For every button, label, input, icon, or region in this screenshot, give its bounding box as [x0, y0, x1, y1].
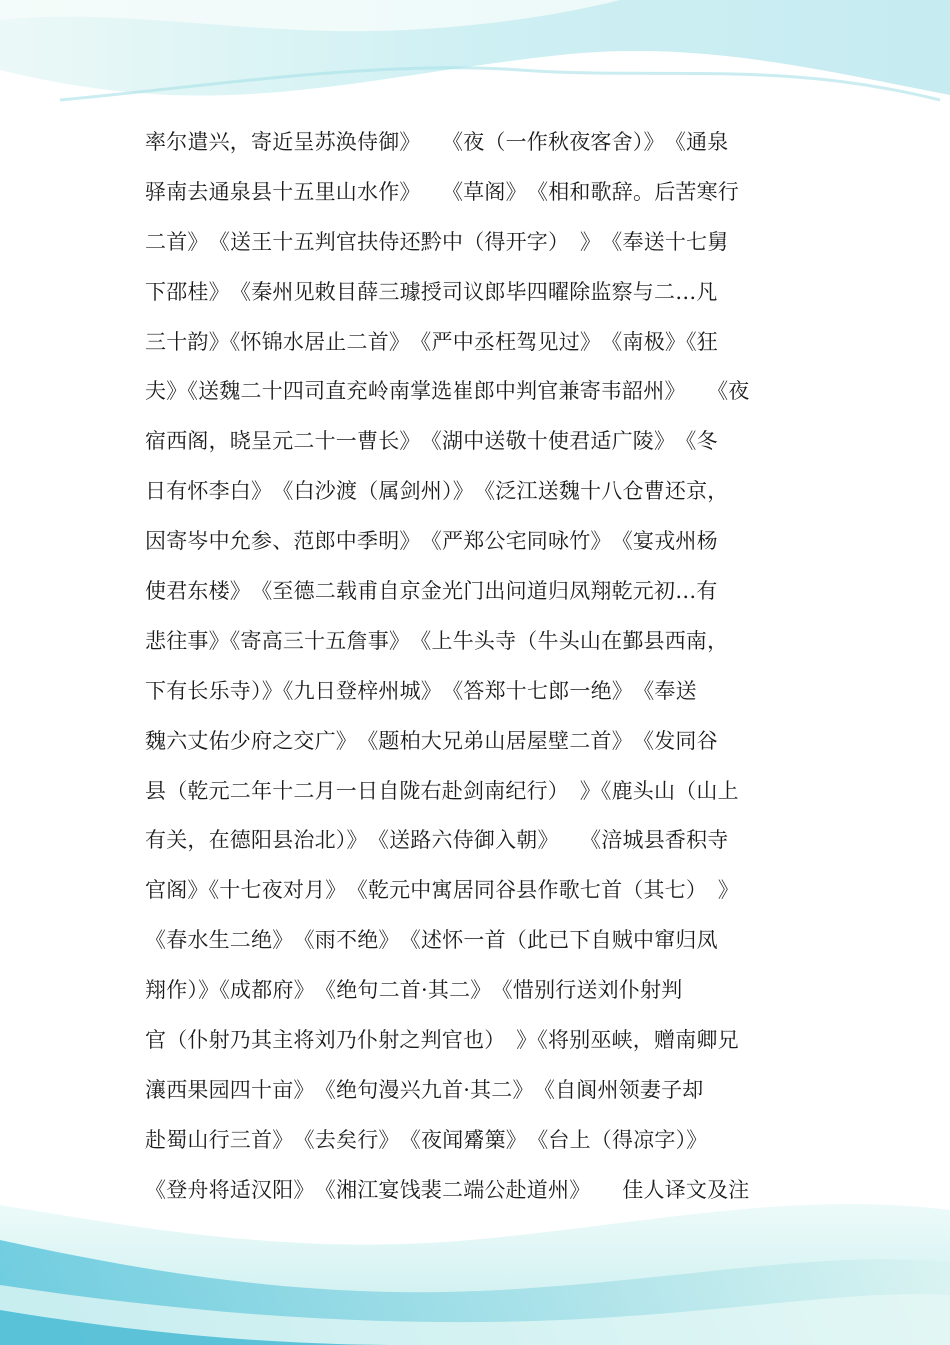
text-line: 三十韵》《怀锦水居止二首》 《严中丞枉驾见过》 《南极》《狂	[145, 329, 718, 354]
text-line: 《登舟将适汉阳》 《湘江宴饯裴二端公赴道州》 佳人译文及注	[145, 1177, 750, 1202]
text-line: 瀼西果园四十亩》 《绝句漫兴九首·其二》 《自阆州领妻子却	[145, 1077, 704, 1102]
text-line: 翔作）》《成都府》 《绝句二首·其二》 《惜别行送刘仆射判	[145, 978, 683, 1003]
text-line: 县（乾元二年十二月一日自陇右赴剑南纪行） 》《鹿头山（山上	[145, 778, 739, 803]
text-line: 因寄岑中允参、范郎中季明》 《严郑公宅同咏竹》 《宴戎州杨	[145, 529, 718, 554]
text-line: 《春水生二绝》 《雨不绝》 《述怀一首（此已下自贼中窜归凤	[145, 928, 718, 953]
text-line: 官阁》《十七夜对月》 《乾元中寓居同谷县作歌七首（其七） 》	[145, 878, 739, 903]
text-line: 日有怀李白》 《白沙渡（属剑州）》 《泛江送魏十八仓曹还京，	[145, 479, 729, 504]
text-line: 率尔遣兴，寄近呈苏涣侍御》 《夜（一作秋夜客舍）》 《通泉	[145, 130, 729, 154]
text-line: 二首》 《送王十五判官扶侍还黔中（得开字） 》 《奉送十七舅	[145, 229, 729, 254]
text-line: 使君东楼》 《至德二载甫自京金光门出问道归凤翔乾元初…有	[145, 579, 718, 604]
text-line: 夫》《送魏二十四司直充岭南掌选崔郎中判官兼寄韦韶州》 《夜	[145, 379, 750, 404]
text-line: 官（仆射乃其主将刘乃仆射之判官也） 》《将别巫峡，赠南卿兄	[145, 1028, 739, 1053]
text-line: 魏六丈佑少府之交广》 《题柏大兄弟山居屋壁二首》 《发同谷	[145, 728, 718, 753]
text-line: 赴蜀山行三首》 《去矣行》 《夜闻觱篥》 《台上（得凉字）》	[145, 1127, 708, 1152]
document-body	[145, 118, 820, 1216]
text-line: 宿西阁，晓呈元二十一曹长》 《湖中送敬十使君适广陵》 《冬	[145, 429, 718, 454]
text-line: 悲往事》《寄高三十五詹事》 《上牛头寺（牛头山在鄞县西南，	[145, 628, 729, 653]
text-line: 下有长乐寺）》《九日登梓州城》 《答郑十七郎一绝》 《奉送	[145, 678, 697, 703]
text-line: 有关，在德阳县治北）》 《送路六侍御入朝》 《涪城县香积寺	[145, 828, 729, 853]
text-line: 下邵桂》 《秦州见敕目薛三璩授司议郎毕四曜除监察与二…凡	[145, 279, 718, 304]
text-line: 驿南去通泉县十五里山水作》 《草阁》 《相和歌辞。后苦寒行	[145, 179, 739, 204]
